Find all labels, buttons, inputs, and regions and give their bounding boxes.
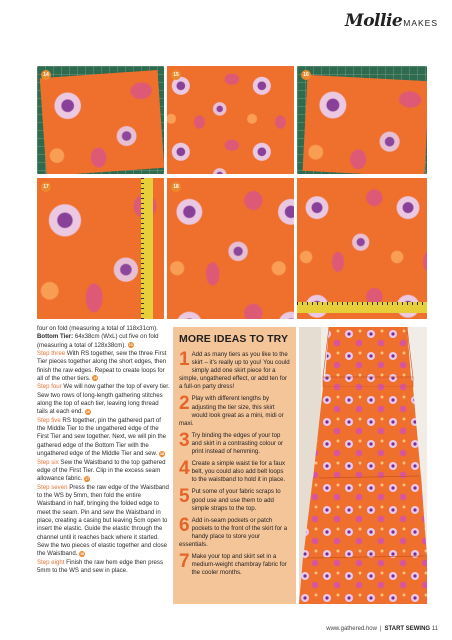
footer-site: www.gathered.how [326, 626, 377, 632]
brand-logo [345, 11, 438, 31]
ref-badge: 15 [85, 409, 90, 414]
photo-step-17 [37, 178, 164, 319]
ref-badge: 18 [80, 551, 85, 556]
paragraph-step-eight: Step eight Finish the raw hem edge then press 5mm to the WS and sew in place. [37, 558, 164, 574]
paragraph-step-five: Step five RS together, pin the gathered part of the Middle Tier to the ungathered edge of the First Tier and sew together. Next, we will pin the gathered edge of the Bottom Tier with the ungathered edge of the Middle Tier and sew. 16 [37, 416, 167, 458]
idea-item: 3 Try binding the edges of your top and skirt in a contrasting colour or print instead of hemming. [179, 429, 284, 456]
photo-step-18 [167, 178, 294, 319]
model-photo [299, 327, 427, 604]
ref-badge: 13 [128, 343, 133, 348]
ref-badge: 14 [93, 376, 98, 381]
paragraph-step-three: Step three With RS together, sew the three First Tier pieces together along the short edges, then finish the raw edges. Repeat to create loops for all of the other tiers. 14 [37, 350, 167, 383]
photo-step-16 [297, 66, 427, 174]
footer-page-number: 11 [431, 626, 438, 632]
ref-badge: 16 [160, 451, 164, 456]
idea-item: 6 Add in-seam pockets or patch pockets to the front of the skirt for a handy place to store your essentials. [179, 514, 288, 548]
photo-step-15 [167, 66, 294, 174]
idea-item: 2 Play with different lengths by adjusting the tier size, this skirt would look great as a mini, midi or maxi. [179, 393, 284, 427]
paragraph-step-six: Step six Sew the Waistband to the top gathered edge of the First Tier. Clip in the excess seam allowance fabric. 17 [37, 458, 166, 483]
photo-badge-18: 18 [171, 182, 181, 192]
ref-badge: 17 [85, 476, 90, 481]
more-ideas-box [173, 327, 296, 604]
idea-item: 5 Put some of your fabric scraps to good use and use them to add simple straps to the top. [179, 486, 281, 512]
photo-badge-14: 14 [41, 70, 51, 80]
idea-item: 4 Create a simple waist tie for a faux belt, you could also add belt loops to the waistband to hold it in place. [179, 458, 286, 484]
idea-item: 1 Add as many tiers as you like to the skirt – it's really up to you! You could simply add one skirt piece for a simple, ungathered effect, or add ten for a full-on party dress! [179, 349, 290, 391]
model-illustration [299, 327, 427, 604]
paragraph-step-seven: Step seven Press the raw edge of the Waistband to the WS by 5mm, then fold the entire Waistband in half, bringing the folded edge to meet the seam. Pin and sew the Waistband in place, creating a casing but leaving 5cm open to insert the elastic. Guide the elastic through the channel until it reaches back where it started. Sew the two pieces of elastic together and close the Waistband. 18 [37, 483, 169, 558]
page-footer: www.gathered.how | START SEWING 11 [326, 626, 438, 632]
photo-badge-17: 17 [41, 182, 51, 192]
ruler [297, 302, 427, 313]
brand-makes: MAKES [403, 18, 438, 28]
brand-script: Mollie [344, 11, 403, 31]
photo-badge-15: 15 [171, 70, 181, 80]
paragraph-line-start: four on fold (measuring a total of 118x31cm). [37, 325, 158, 332]
photo-step-14 [37, 66, 164, 174]
paragraph-step-four: Step four We will now gather the top of every tier. Sew two rows of long-length gathering stitches along the top of each tier, leaving long thread tails at each end. 15 [37, 383, 170, 416]
photo-badge-16: 16 [301, 70, 311, 80]
paragraph-bottom-tier: Bottom Tier: 64x38cm (WxL) cut five on fold (measuring a total of 128x38cm). 13 [37, 333, 159, 349]
ideas-title: MORE IDEAS TO TRY [179, 333, 289, 345]
ruler [141, 178, 153, 319]
footer-section: START SEWING [384, 626, 431, 632]
photo-step-19 [297, 178, 427, 319]
instructions-column [37, 325, 171, 575]
idea-item: 7 Make your top and skirt set in a medium-weight chambray fabric for the cooler months. [179, 551, 287, 577]
